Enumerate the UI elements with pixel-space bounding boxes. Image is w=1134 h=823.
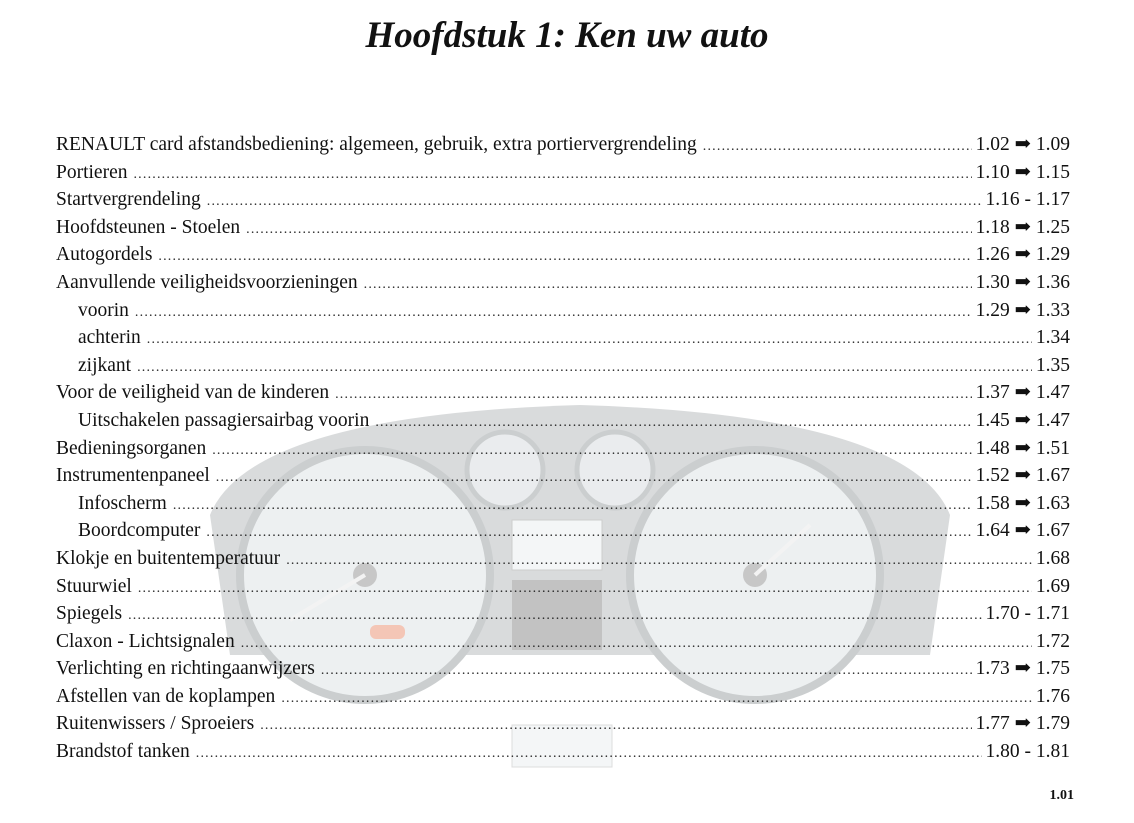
toc-entry-pages: 1.73 ➡ 1.75: [975, 658, 1070, 680]
dot-leader: [135, 299, 972, 327]
dot-leader: [147, 326, 1032, 354]
toc-entry-pages: 1.52 ➡ 1.67: [975, 465, 1070, 487]
toc-entry[interactable]: [56, 407, 1070, 435]
toc-entry[interactable]: [56, 159, 1070, 187]
toc-entry-pages: 1.16 - 1.17: [985, 189, 1070, 211]
toc-entry-label: Boordcomputer: [78, 520, 201, 542]
toc-entry[interactable]: [56, 573, 1070, 601]
dot-leader: [335, 381, 972, 409]
toc-entry-pages: 1.26 ➡ 1.29: [975, 244, 1070, 266]
dot-leader: [207, 188, 982, 216]
toc-entry[interactable]: [56, 379, 1070, 407]
toc-entry[interactable]: [56, 683, 1070, 711]
toc-entry-pages: 1.02 ➡ 1.09: [975, 134, 1070, 155]
toc-entry-label: Spiegels: [56, 603, 123, 625]
toc-entry-pages: 1.76: [1035, 685, 1070, 707]
toc-entry-label: Hoofdsteunen - Stoelen: [56, 216, 241, 238]
chapter-title: Hoofdstuk 1: Ken uw auto: [365, 15, 769, 56]
toc-entry[interactable]: [56, 655, 1070, 683]
dot-leader: [216, 464, 972, 492]
toc-entry-pages: 1.34: [1035, 327, 1070, 349]
dot-leader: [281, 685, 1032, 713]
toc-entry[interactable]: [56, 214, 1070, 242]
toc-entry-label: Ruitenwissers / Sproeiers: [56, 713, 255, 735]
toc-entry-label: RENAULT card afstandsbediening: algemeen, gebruik, extra portiervergrendeling: [56, 134, 697, 155]
toc-entry[interactable]: [56, 628, 1070, 656]
toc-entry-label: Verlichting en richtingaanwijzers: [56, 658, 315, 680]
toc-entry[interactable]: [56, 297, 1070, 325]
toc-entry-pages: 1.45 ➡ 1.47: [975, 409, 1070, 431]
toc-entry-label: Claxon - Lichtsignalen: [56, 630, 235, 652]
toc-entry-pages: 1.29 ➡ 1.33: [975, 299, 1070, 321]
toc-entry[interactable]: [56, 600, 1070, 628]
dot-leader: [364, 271, 972, 299]
toc-entry[interactable]: [56, 186, 1070, 214]
toc-entry[interactable]: [56, 738, 1070, 766]
toc-entry-label: Klokje en buitentemperatuur: [56, 547, 281, 569]
toc-entry[interactable]: [56, 710, 1070, 738]
toc-entry-pages: 1.68: [1035, 547, 1070, 569]
toc-entry[interactable]: [56, 517, 1070, 545]
toc-entry-pages: 1.30 ➡ 1.36: [975, 271, 1070, 293]
dot-leader: [133, 161, 971, 189]
dot-leader: [260, 712, 971, 740]
toc-entry-label: Portieren: [56, 161, 128, 183]
toc-entry-label: Startvergrendeling: [56, 189, 201, 211]
toc-entry[interactable]: [56, 490, 1070, 518]
toc-entry[interactable]: [56, 352, 1070, 380]
dot-leader: [138, 575, 1032, 603]
toc-entry[interactable]: [56, 545, 1070, 573]
toc-entry-label: achterin: [78, 327, 141, 349]
toc-entry-pages: 1.18 ➡ 1.25: [975, 216, 1070, 238]
toc-entry-label: Bedieningsorganen: [56, 437, 207, 459]
page-number: 1.01: [1049, 788, 1074, 803]
toc-entry-pages: 1.70 - 1.71: [985, 603, 1070, 625]
toc-entry-label: Brandstof tanken: [56, 741, 190, 763]
dot-leader: [375, 409, 971, 437]
toc-entry[interactable]: [56, 131, 1070, 159]
dot-leader: [241, 630, 1032, 658]
toc-entry-label: voorin: [78, 299, 129, 321]
toc-entry-pages: 1.35: [1035, 354, 1070, 376]
toc-entry[interactable]: [56, 462, 1070, 490]
toc-entry[interactable]: [56, 241, 1070, 269]
dot-leader: [128, 602, 981, 630]
toc-entry[interactable]: [56, 324, 1070, 352]
toc-entry-label: Stuurwiel: [56, 575, 132, 597]
dot-leader: [158, 243, 971, 271]
toc-entry-label: Instrumentenpaneel: [56, 465, 210, 487]
toc-entry-pages: 1.37 ➡ 1.47: [975, 382, 1070, 404]
dot-leader: [703, 133, 972, 161]
dot-leader: [206, 519, 971, 547]
toc-entry-pages: 1.72: [1035, 630, 1070, 652]
dot-leader: [321, 657, 972, 685]
dot-leader: [173, 492, 972, 520]
dot-leader: [246, 216, 972, 244]
toc-entry-label: Infoscherm: [78, 492, 167, 514]
dot-leader: [196, 740, 982, 768]
toc-entry-label: zijkant: [78, 354, 132, 376]
toc-entry-pages: 1.10 ➡ 1.15: [975, 161, 1070, 183]
dot-leader: [286, 547, 1032, 575]
toc-entry[interactable]: [56, 269, 1070, 297]
toc-entry-pages: 1.48 ➡ 1.51: [975, 437, 1070, 459]
dot-leader: [212, 437, 971, 465]
toc-entry-label: Aanvullende veiligheidsvoorzieningen: [56, 271, 358, 293]
toc-entry-label: Voor de veiligheid van de kinderen: [56, 382, 330, 404]
toc-entry-pages: 1.58 ➡ 1.63: [975, 492, 1070, 514]
toc-entry-pages: 1.80 - 1.81: [985, 741, 1070, 763]
dot-leader: [137, 354, 1032, 382]
toc-entry[interactable]: [56, 435, 1070, 463]
toc-entry-pages: 1.64 ➡ 1.67: [975, 520, 1070, 542]
toc-entry-label: Uitschakelen passagiersairbag voorin: [78, 409, 370, 431]
toc-entry-pages: 1.69: [1035, 575, 1070, 597]
toc-entry-label: Autogordels: [56, 244, 153, 266]
toc-entry-label: Afstellen van de koplampen: [56, 685, 276, 707]
table-of-contents: [56, 131, 1070, 766]
toc-entry-pages: 1.77 ➡ 1.79: [975, 713, 1070, 735]
